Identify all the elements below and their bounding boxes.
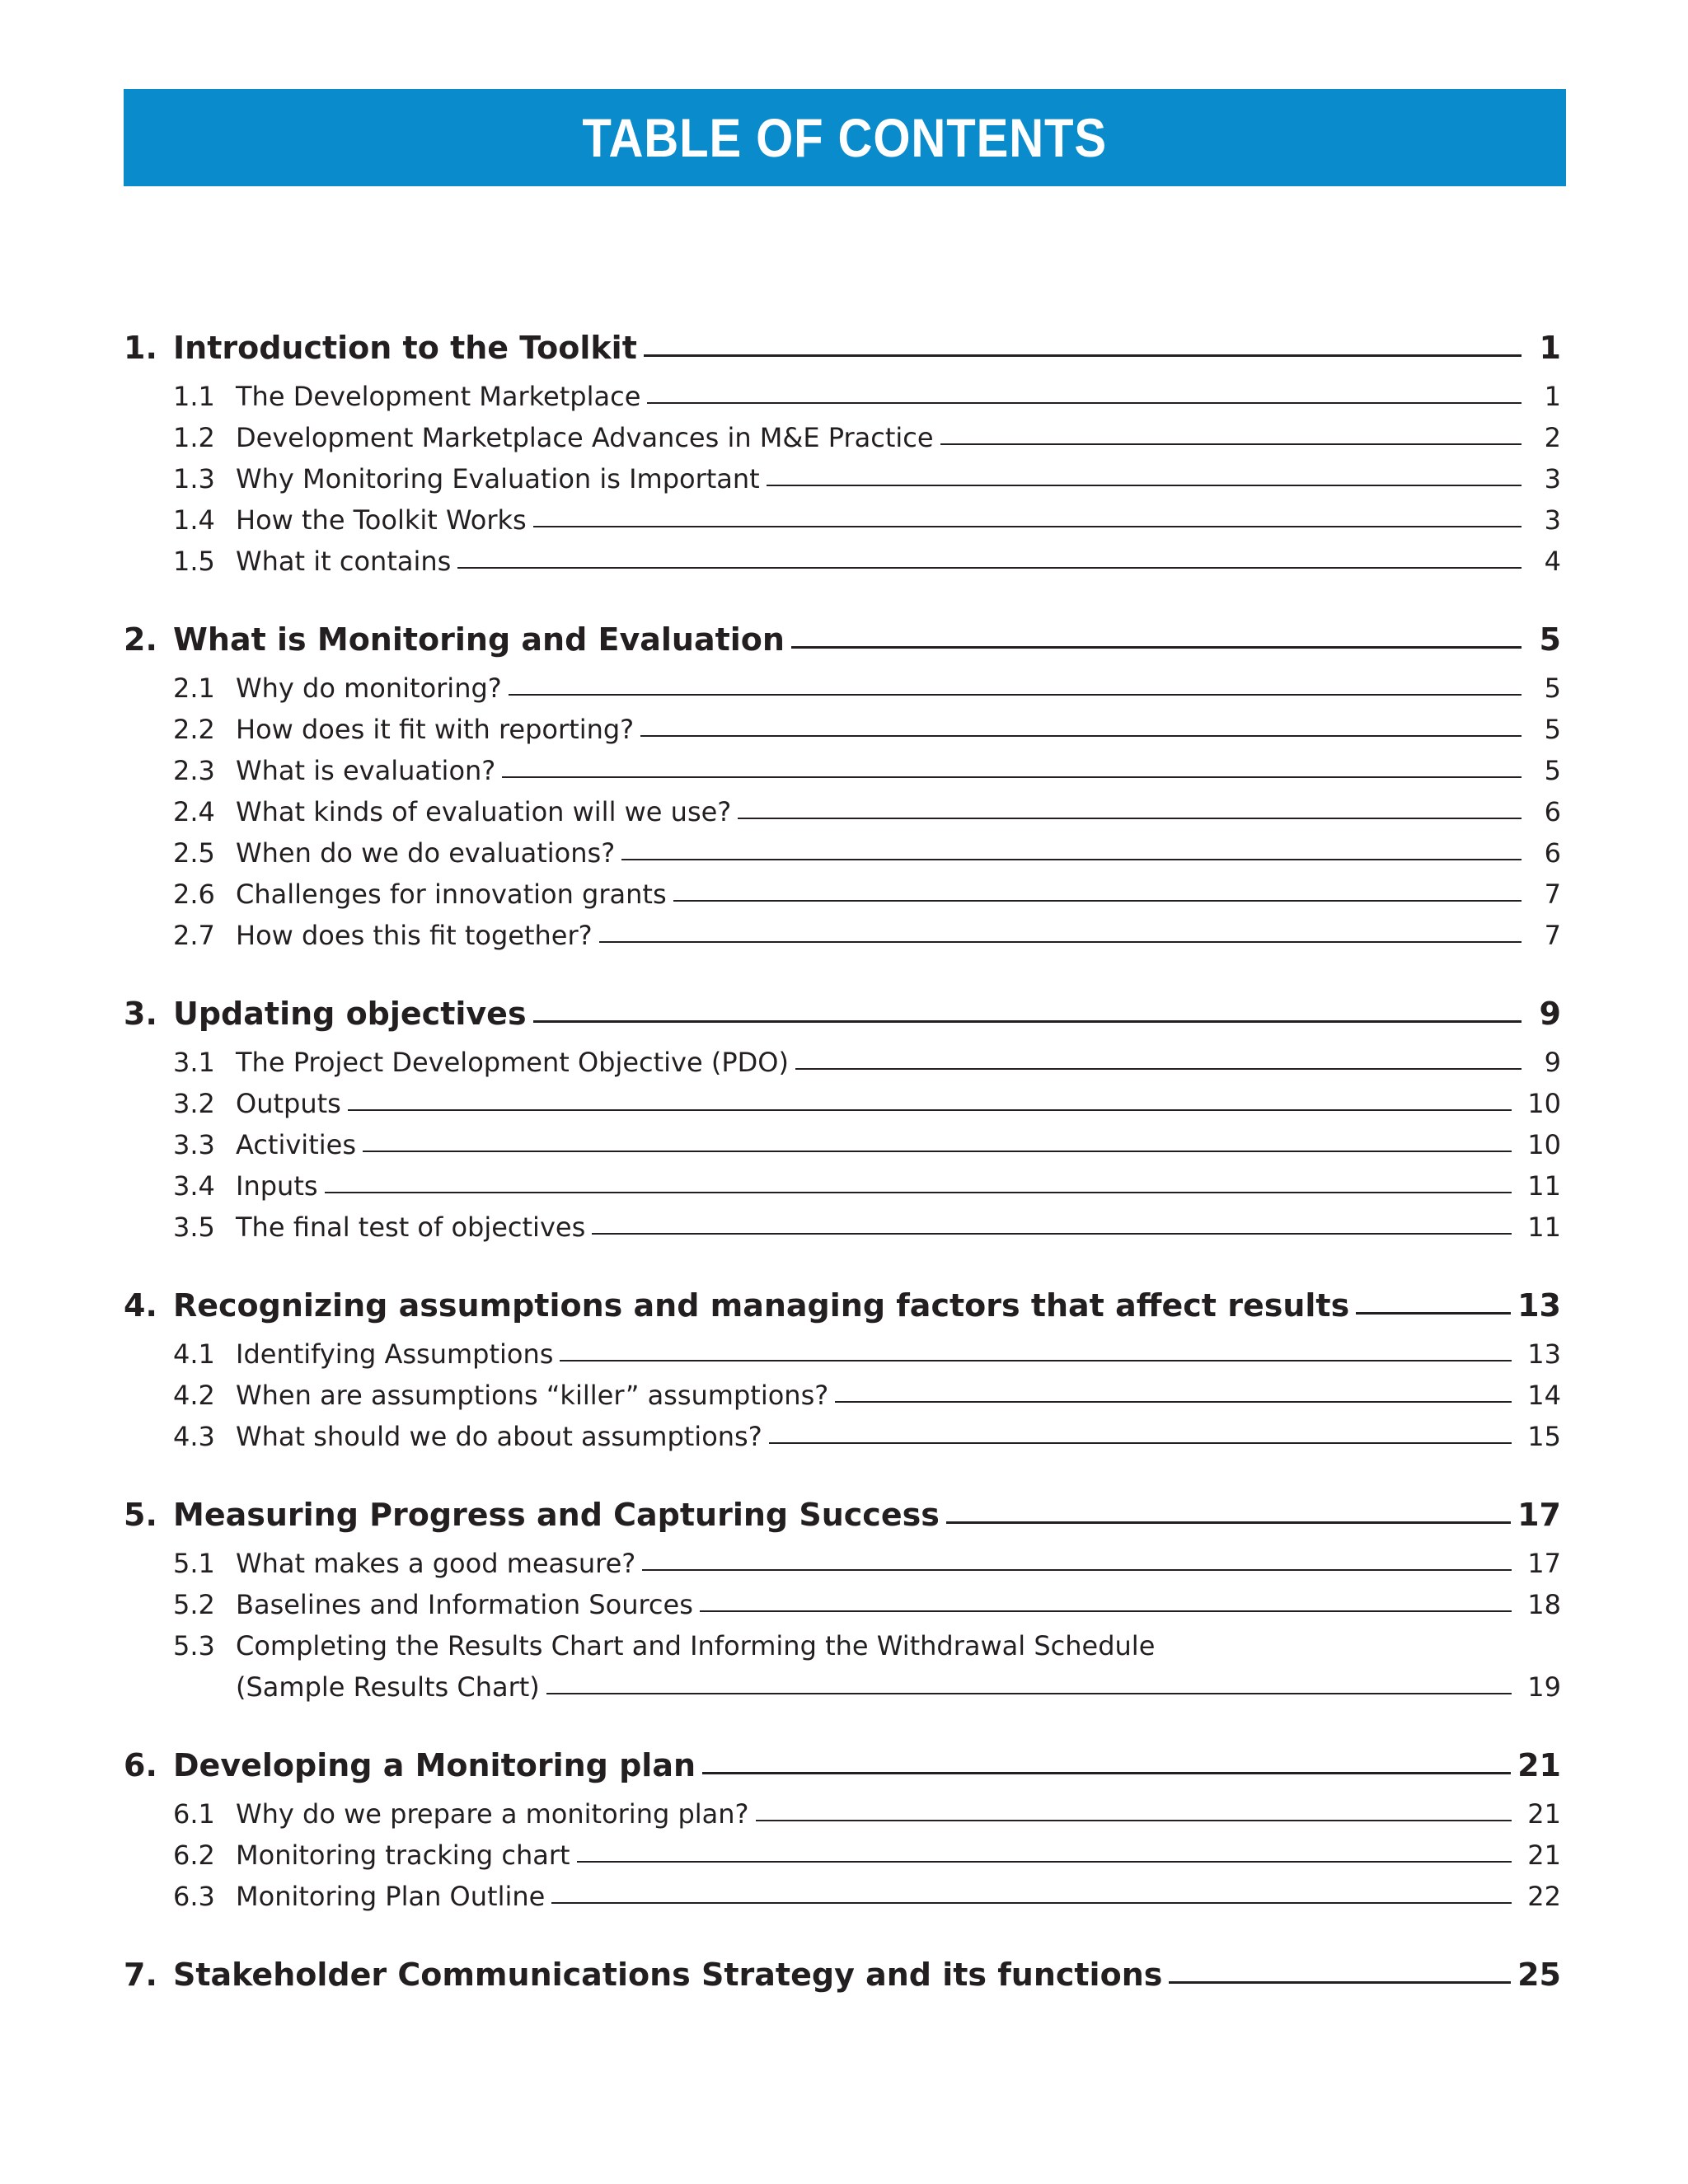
subsection-page-number: 5	[1544, 714, 1561, 745]
chapter-title: Recognizing assumptions and managing factors that affect results	[173, 1287, 1350, 1324]
chapter-number: 2.	[124, 621, 157, 658]
toc-subsection-entry[interactable]	[124, 381, 1561, 422]
dot-leader	[640, 735, 1522, 737]
toc-subsection-entry[interactable]	[124, 755, 1561, 796]
dot-leader	[621, 859, 1522, 860]
dot-leader	[560, 1360, 1512, 1361]
toc-chapter-entry[interactable]	[124, 1747, 1561, 1798]
subsection-number: 2.5	[173, 837, 215, 869]
subsection-page-number: 3	[1544, 463, 1561, 494]
toc-chapter-entry[interactable]	[124, 330, 1561, 381]
dot-leader	[363, 1151, 1512, 1152]
chapter-title: Updating objectives	[173, 996, 527, 1032]
subsection-number: 6.1	[173, 1798, 215, 1830]
subsection-title: Why do we prepare a monitoring plan?	[236, 1798, 749, 1830]
dot-leader	[457, 567, 1522, 569]
toc-subsection-entry[interactable]	[124, 796, 1561, 837]
toc-subsection-entry[interactable]	[124, 1088, 1561, 1129]
subsection-title: The final test of objectives	[236, 1212, 586, 1243]
dot-leader	[546, 1693, 1512, 1694]
subsection-title: Activities	[236, 1129, 356, 1160]
subsection-page-number: 19	[1527, 1671, 1561, 1703]
subsection-page-number: 3	[1544, 504, 1561, 536]
subsection-number: 3.1	[173, 1047, 215, 1078]
subsection-title: The Development Marketplace	[236, 381, 641, 412]
subsection-title: Why do monitoring?	[236, 673, 502, 704]
dot-leader	[509, 694, 1522, 696]
toc-section	[124, 1287, 1561, 1462]
subsection-title: Completing the Results Chart and Informing the Withdrawal Schedule	[236, 1630, 1156, 1661]
subsection-page-number: 9	[1544, 1047, 1561, 1078]
dot-leader	[647, 402, 1522, 404]
toc-subsection-entry[interactable]	[124, 714, 1561, 755]
subsection-title: How the Toolkit Works	[236, 504, 527, 536]
subsection-page-number: 7	[1544, 879, 1561, 910]
subsection-title: Development Marketplace Advances in M&E Practice	[236, 422, 934, 453]
subsection-number: 4.1	[173, 1338, 215, 1370]
dot-leader	[642, 1569, 1512, 1571]
subsection-number: 1.3	[173, 463, 215, 494]
dot-leader	[533, 526, 1522, 527]
subsection-number: 5.3	[173, 1630, 215, 1661]
toc-subsection-entry[interactable]	[124, 422, 1561, 463]
dot-leader	[533, 1020, 1522, 1023]
subsection-number: 5.2	[173, 1589, 215, 1620]
toc-chapter-entry[interactable]	[124, 996, 1561, 1047]
toc-chapter-entry[interactable]	[124, 1957, 1561, 2008]
toc-section	[124, 1957, 1561, 2008]
subsection-number: 2.7	[173, 920, 215, 951]
subsection-number: 1.1	[173, 381, 215, 412]
subsection-title: What it contains	[236, 546, 452, 577]
subsection-page-number: 5	[1544, 755, 1561, 786]
toc-subsection-entry[interactable]	[124, 1630, 1561, 1671]
dot-leader	[325, 1192, 1512, 1193]
subsection-title: Identifying Assumptions	[236, 1338, 554, 1370]
chapter-page-number: 9	[1539, 996, 1561, 1032]
chapter-title: Introduction to the Toolkit	[173, 330, 637, 366]
toc-section	[124, 621, 1561, 961]
dot-leader	[592, 1233, 1512, 1235]
toc-subsection-entry[interactable]	[124, 1380, 1561, 1421]
toc-subsection-entry[interactable]	[124, 546, 1561, 587]
subsection-number: 4.3	[173, 1421, 215, 1452]
subsection-title-continued: (Sample Results Chart)	[236, 1671, 540, 1703]
toc-subsection-entry[interactable]	[124, 1421, 1561, 1462]
subsection-page-number: 22	[1527, 1881, 1561, 1912]
toc-subsection-entry[interactable]	[124, 1338, 1561, 1380]
subsection-page-number: 21	[1527, 1798, 1561, 1830]
dot-leader	[940, 443, 1522, 445]
chapter-number: 1.	[124, 330, 157, 366]
dot-leader	[644, 354, 1522, 357]
toc-section	[124, 1747, 1561, 1922]
chapter-number: 3.	[124, 996, 157, 1032]
toc-subsection-entry[interactable]	[124, 1548, 1561, 1589]
subsection-page-number: 6	[1544, 837, 1561, 869]
subsection-title: The Project Development Objective (PDO)	[236, 1047, 789, 1078]
dot-leader	[502, 776, 1522, 778]
subsection-number: 1.2	[173, 422, 215, 453]
subsection-page-number: 4	[1544, 546, 1561, 577]
subsection-page-number: 10	[1527, 1088, 1561, 1119]
subsection-title: When are assumptions “killer” assumptions?	[236, 1380, 829, 1411]
chapter-page-number: 5	[1539, 621, 1561, 658]
dot-leader	[673, 900, 1522, 902]
dot-leader	[700, 1610, 1512, 1612]
dot-leader	[738, 818, 1522, 819]
dot-leader	[577, 1861, 1512, 1863]
subsection-number: 6.2	[173, 1840, 215, 1871]
subsection-number: 1.4	[173, 504, 215, 536]
subsection-number: 1.5	[173, 546, 215, 577]
chapter-title: Measuring Progress and Capturing Success	[173, 1497, 940, 1533]
subsection-number: 3.5	[173, 1212, 215, 1243]
subsection-page-number: 7	[1544, 920, 1561, 951]
toc-subsection-entry[interactable]	[124, 1881, 1561, 1922]
dot-leader	[756, 1820, 1512, 1821]
subsection-page-number: 1	[1544, 381, 1561, 412]
toc-subsection-entry[interactable]	[124, 1212, 1561, 1253]
toc-subsection-entry[interactable]	[124, 879, 1561, 920]
chapter-page-number: 17	[1517, 1497, 1561, 1533]
chapter-page-number: 13	[1517, 1287, 1561, 1324]
toc-chapter-entry[interactable]	[124, 1497, 1561, 1548]
dot-leader	[348, 1109, 1512, 1111]
dot-leader	[1169, 1981, 1511, 1984]
subsection-page-number: 18	[1527, 1589, 1561, 1620]
chapter-number: 5.	[124, 1497, 157, 1533]
toc-subsection-entry[interactable]	[124, 837, 1561, 879]
toc-chapter-entry[interactable]	[124, 621, 1561, 673]
toc-subsection-entry[interactable]	[124, 1589, 1561, 1630]
subsection-number: 2.3	[173, 755, 215, 786]
subsection-number: 2.4	[173, 796, 215, 827]
dot-leader	[1356, 1312, 1511, 1315]
subsection-title: Monitoring tracking chart	[236, 1840, 570, 1871]
dot-leader	[946, 1521, 1511, 1524]
subsection-number: 3.4	[173, 1170, 215, 1202]
subsection-title: How does this fit together?	[236, 920, 593, 951]
subsection-title: What makes a good measure?	[236, 1548, 636, 1579]
chapter-page-number: 21	[1517, 1747, 1561, 1783]
toc-subsection-entry[interactable]	[124, 1798, 1561, 1840]
chapter-title: Stakeholder Communications Strategy and its functions	[173, 1957, 1163, 1993]
subsection-page-number: 10	[1527, 1129, 1561, 1160]
chapter-number: 7.	[124, 1957, 157, 1993]
toc-subsection-continuation[interactable]	[124, 1671, 1561, 1713]
dot-leader	[599, 941, 1522, 943]
subsection-page-number: 2	[1544, 422, 1561, 453]
toc-subsection-entry[interactable]	[124, 920, 1561, 961]
subsection-number: 6.3	[173, 1881, 215, 1912]
subsection-number: 2.2	[173, 714, 215, 745]
subsection-title: Inputs	[236, 1170, 318, 1202]
dot-leader	[835, 1401, 1512, 1403]
toc-subsection-entry[interactable]	[124, 463, 1561, 504]
chapter-number: 4.	[124, 1287, 157, 1324]
subsection-title: How does it fit with reporting?	[236, 714, 635, 745]
subsection-page-number: 14	[1527, 1380, 1561, 1411]
toc-subsection-entry[interactable]	[124, 673, 1561, 714]
subsection-page-number: 17	[1527, 1548, 1561, 1579]
subsection-page-number: 13	[1527, 1338, 1561, 1370]
subsection-number: 2.6	[173, 879, 215, 910]
toc-subsection-entry[interactable]	[124, 1129, 1561, 1170]
subsection-title: Outputs	[236, 1088, 341, 1119]
toc-header-banner	[124, 89, 1566, 186]
chapter-page-number: 25	[1517, 1957, 1561, 1993]
subsection-title: When do we do evaluations?	[236, 837, 616, 869]
subsection-page-number: 5	[1544, 673, 1561, 704]
toc-section	[124, 996, 1561, 1253]
dot-leader	[767, 485, 1522, 486]
chapter-page-number: 1	[1539, 330, 1561, 366]
dot-leader	[702, 1772, 1511, 1774]
page-title: TABLE OF CONTENTS	[582, 107, 1108, 168]
subsection-number: 3.2	[173, 1088, 215, 1119]
subsection-number: 3.3	[173, 1129, 215, 1160]
toc-section	[124, 1497, 1561, 1713]
subsection-title: What should we do about assumptions?	[236, 1421, 762, 1452]
subsection-page-number: 21	[1527, 1840, 1561, 1871]
subsection-number: 4.2	[173, 1380, 215, 1411]
subsection-title: What is evaluation?	[236, 755, 496, 786]
toc-subsection-entry[interactable]	[124, 1170, 1561, 1212]
subsection-page-number: 6	[1544, 796, 1561, 827]
toc-subsection-entry[interactable]	[124, 1047, 1561, 1088]
subsection-page-number: 11	[1527, 1170, 1561, 1202]
subsection-number: 2.1	[173, 673, 215, 704]
subsection-number: 5.1	[173, 1548, 215, 1579]
dot-leader	[551, 1902, 1512, 1904]
dot-leader	[795, 1068, 1522, 1070]
toc-chapter-entry[interactable]	[124, 1287, 1561, 1338]
dot-leader	[791, 646, 1522, 649]
subsection-page-number: 11	[1527, 1212, 1561, 1243]
toc-subsection-entry[interactable]	[124, 1840, 1561, 1881]
subsection-title: Monitoring Plan Outline	[236, 1881, 546, 1912]
subsection-title: Why Monitoring Evaluation is Important	[236, 463, 760, 494]
chapter-number: 6.	[124, 1747, 157, 1783]
chapter-title: What is Monitoring and Evaluation	[173, 621, 785, 658]
chapter-title: Developing a Monitoring plan	[173, 1747, 696, 1783]
dot-leader	[769, 1442, 1512, 1444]
table-of-contents	[124, 330, 1561, 2042]
subsection-title: Baselines and Information Sources	[236, 1589, 693, 1620]
subsection-title: What kinds of evaluation will we use?	[236, 796, 732, 827]
subsection-page-number: 15	[1527, 1421, 1561, 1452]
toc-section	[124, 330, 1561, 587]
subsection-title: Challenges for innovation grants	[236, 879, 667, 910]
toc-subsection-entry[interactable]	[124, 504, 1561, 546]
